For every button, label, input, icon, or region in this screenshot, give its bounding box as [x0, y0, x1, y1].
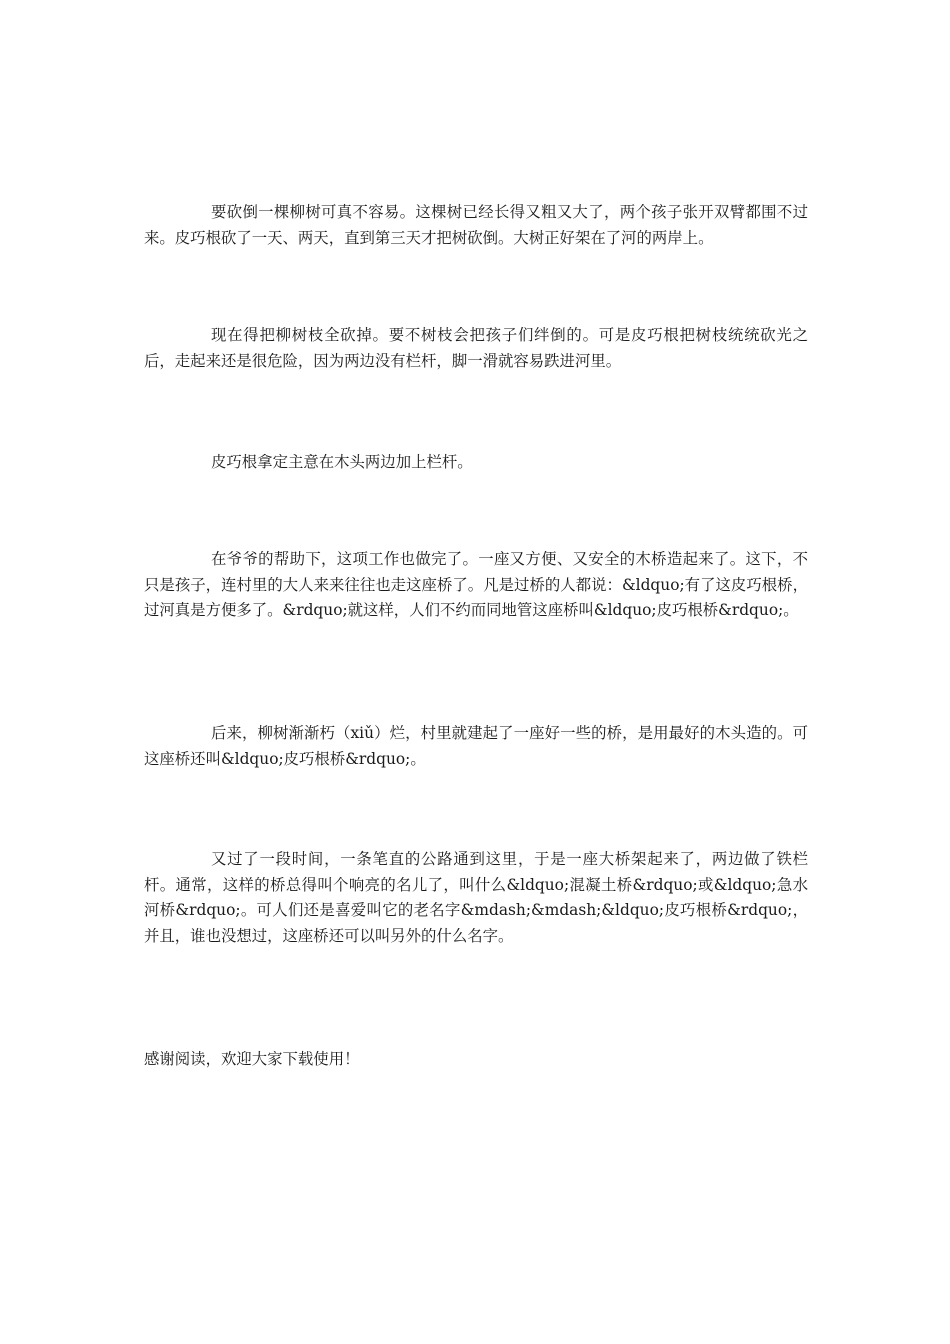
paragraph-1: 要砍倒一棵柳树可真不容易。这棵树已经长得又粗又大了，两个孩子张开双臂都围不过来。皮巧根砍了一天、两天，直到第三天才把树砍倒。大树正好架在了河的两岸上。	[144, 203, 808, 247]
paragraph-4: 在爷爷的帮助下，这项工作也做完了。一座又方便、又安全的木桥造起来了。这下，不只是孩子，连村里的大人来来往往也走这座桥了。凡是过桥的人都说：&ldquo;有了这皮巧根桥，过河真是方便多了。&rdquo;就这样，人们不约而同地管这座桥叫&ldquo;皮巧根桥&rdquo;。	[144, 550, 808, 619]
paragraph-3: 皮巧根拿定主意在木头两边加上栏杆。	[211, 453, 473, 471]
paragraph-2: 现在得把柳树枝全砍掉。要不树枝会把孩子们绊倒的。可是皮巧根把树枝统统砍光之后，走起来还是很危险，因为两边没有栏杆，脚一滑就容易跌进河里。	[144, 326, 808, 370]
paragraph-5: 后来，柳树渐渐朽（xiǔ）烂，村里就建起了一座好一些的桥，是用最好的木头造的。可这座桥还叫&ldquo;皮巧根桥&rdquo;。	[144, 724, 808, 768]
closing-note: 感谢阅读，欢迎大家下载使用！	[144, 1050, 360, 1068]
paragraph-6: 又过了一段时间，一条笔直的公路通到这里，于是一座大桥架起来了，两边做了铁栏杆。通常，这样的桥总得叫个响亮的名儿了，叫什么&ldquo;混凝土桥&rdquo;或&ldquo;急水河桥&rdquo;。可人们还是喜爱叫它的老名字&mdash;&mdash;&ldquo;皮巧根桥&rdquo;，并且，谁也没想过，这座桥还可以叫另外的什么名字。	[144, 850, 808, 945]
